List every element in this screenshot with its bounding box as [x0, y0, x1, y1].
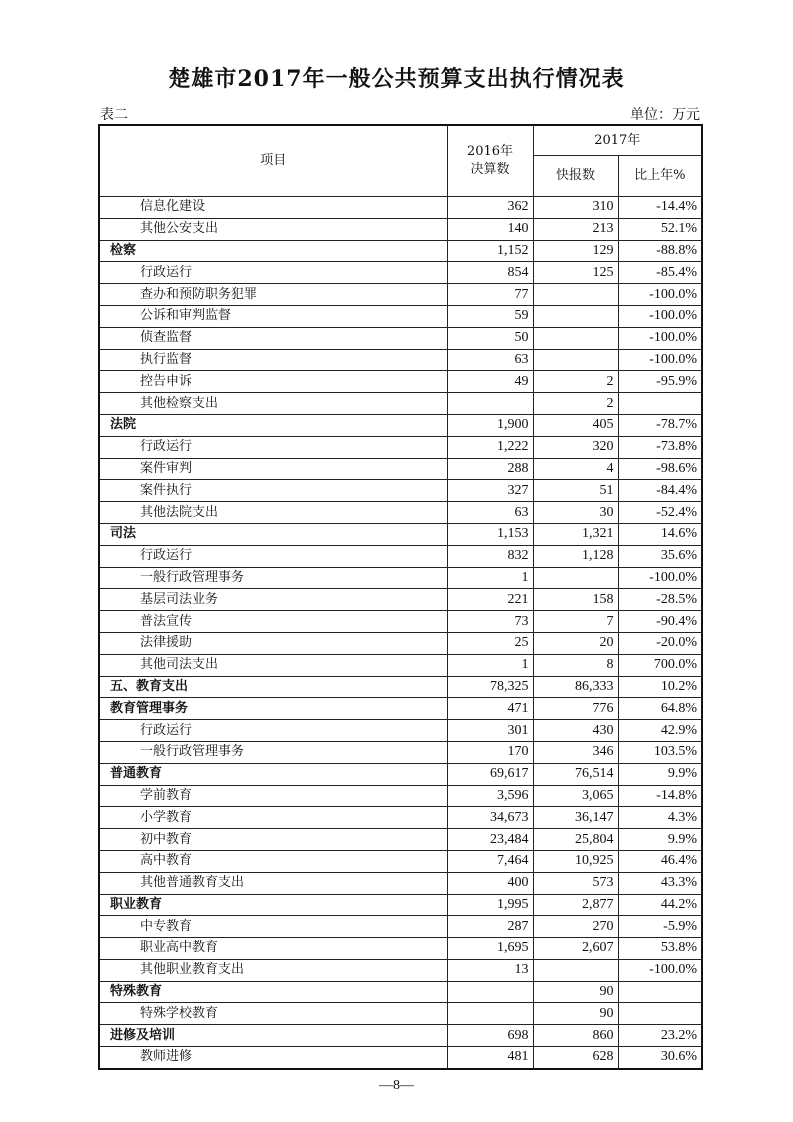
document-title: 楚雄市2017年一般公共预算支出执行情况表 — [168, 66, 625, 92]
row-item-name: 教育管理事务 — [99, 698, 447, 720]
row-final-2016: 63 — [447, 502, 533, 524]
row-item-name: 其他法院支出 — [99, 502, 447, 524]
row-item-name: 进修及培训 — [99, 1025, 447, 1047]
table-row — [99, 414, 702, 436]
row-item-name: 其他公安支出 — [99, 218, 447, 240]
row-item-name: 其他司法支出 — [99, 654, 447, 676]
row-item-name: 特殊教育 — [99, 981, 447, 1003]
row-yoy-percent: -5.9% — [618, 916, 702, 938]
row-yoy-percent — [618, 393, 702, 415]
header-yoy: 比上年% — [618, 156, 702, 197]
row-quick-report-2017: 3,065 — [533, 785, 618, 807]
row-item-name: 小学教育 — [99, 807, 447, 829]
table-row — [99, 393, 702, 415]
row-yoy-percent: 9.9% — [618, 829, 702, 851]
row-quick-report-2017 — [533, 284, 618, 306]
table-row — [99, 218, 702, 240]
row-item-name: 行政运行 — [99, 720, 447, 742]
row-item-name: 执行监督 — [99, 349, 447, 371]
row-final-2016: 49 — [447, 371, 533, 393]
row-item-name: 职业高中教育 — [99, 938, 447, 960]
row-item-name: 其他检察支出 — [99, 393, 447, 415]
row-yoy-percent: -78.7% — [618, 414, 702, 436]
row-quick-report-2017 — [533, 567, 618, 589]
table-row — [99, 807, 702, 829]
row-yoy-percent: -84.4% — [618, 480, 702, 502]
row-final-2016: 77 — [447, 284, 533, 306]
row-yoy-percent: 35.6% — [618, 545, 702, 567]
row-quick-report-2017: 1,321 — [533, 523, 618, 545]
row-final-2016: 34,673 — [447, 807, 533, 829]
table-row — [99, 981, 702, 1003]
row-item-name: 司法 — [99, 523, 447, 545]
row-quick-report-2017: 20 — [533, 632, 618, 654]
row-yoy-percent: 46.4% — [618, 850, 702, 872]
table-row — [99, 567, 702, 589]
table-row — [99, 1025, 702, 1047]
row-item-name: 其他职业教育支出 — [99, 959, 447, 981]
table-row — [99, 240, 702, 262]
row-final-2016: 287 — [447, 916, 533, 938]
row-quick-report-2017: 125 — [533, 262, 618, 284]
row-yoy-percent: -73.8% — [618, 436, 702, 458]
row-final-2016: 1,153 — [447, 523, 533, 545]
row-final-2016: 59 — [447, 305, 533, 327]
row-final-2016: 854 — [447, 262, 533, 284]
table-row — [99, 763, 702, 785]
row-yoy-percent: -28.5% — [618, 589, 702, 611]
row-quick-report-2017: 1,128 — [533, 545, 618, 567]
row-item-name: 公诉和审判监督 — [99, 305, 447, 327]
row-final-2016: 288 — [447, 458, 533, 480]
row-item-name: 行政运行 — [99, 545, 447, 567]
row-quick-report-2017 — [533, 327, 618, 349]
row-final-2016: 221 — [447, 589, 533, 611]
row-final-2016: 23,484 — [447, 829, 533, 851]
table-row — [99, 741, 702, 763]
row-item-name: 案件审判 — [99, 458, 447, 480]
row-yoy-percent — [618, 981, 702, 1003]
row-quick-report-2017: 158 — [533, 589, 618, 611]
table-row — [99, 480, 702, 502]
row-quick-report-2017: 430 — [533, 720, 618, 742]
row-final-2016: 1,995 — [447, 894, 533, 916]
row-quick-report-2017: 573 — [533, 872, 618, 894]
row-final-2016: 63 — [447, 349, 533, 371]
row-item-name: 信息化建设 — [99, 197, 447, 219]
row-quick-report-2017: 346 — [533, 741, 618, 763]
row-quick-report-2017: 76,514 — [533, 763, 618, 785]
row-yoy-percent: 30.6% — [618, 1047, 702, 1069]
table-row — [99, 545, 702, 567]
row-quick-report-2017: 86,333 — [533, 676, 618, 698]
row-quick-report-2017 — [533, 305, 618, 327]
row-yoy-percent: 700.0% — [618, 654, 702, 676]
row-yoy-percent — [618, 1003, 702, 1025]
row-final-2016: 1,900 — [447, 414, 533, 436]
row-quick-report-2017: 860 — [533, 1025, 618, 1047]
row-quick-report-2017: 405 — [533, 414, 618, 436]
row-quick-report-2017: 25,804 — [533, 829, 618, 851]
table-row — [99, 349, 702, 371]
row-yoy-percent: -88.8% — [618, 240, 702, 262]
row-item-name: 控告申诉 — [99, 371, 447, 393]
row-quick-report-2017: 8 — [533, 654, 618, 676]
table-row — [99, 654, 702, 676]
table-row — [99, 720, 702, 742]
row-yoy-percent: 14.6% — [618, 523, 702, 545]
row-yoy-percent: 44.2% — [618, 894, 702, 916]
table-row — [99, 371, 702, 393]
row-yoy-percent: 23.2% — [618, 1025, 702, 1047]
table-row — [99, 284, 702, 306]
row-item-name: 教师进修 — [99, 1047, 447, 1069]
table-row — [99, 611, 702, 633]
row-yoy-percent: 53.8% — [618, 938, 702, 960]
row-quick-report-2017: 2 — [533, 393, 618, 415]
row-item-name: 查办和预防职务犯罪 — [99, 284, 447, 306]
row-final-2016: 400 — [447, 872, 533, 894]
row-item-name: 其他普通教育支出 — [99, 872, 447, 894]
row-quick-report-2017: 2,877 — [533, 894, 618, 916]
row-yoy-percent: -98.6% — [618, 458, 702, 480]
row-quick-report-2017 — [533, 349, 618, 371]
row-quick-report-2017: 36,147 — [533, 807, 618, 829]
row-item-name: 职业教育 — [99, 894, 447, 916]
row-final-2016: 362 — [447, 197, 533, 219]
row-item-name: 普通教育 — [99, 763, 447, 785]
row-item-name: 基层司法业务 — [99, 589, 447, 611]
row-yoy-percent: -90.4% — [618, 611, 702, 633]
row-quick-report-2017: 270 — [533, 916, 618, 938]
row-item-name: 中专教育 — [99, 916, 447, 938]
row-yoy-percent: 10.2% — [618, 676, 702, 698]
row-final-2016 — [447, 981, 533, 1003]
row-item-name: 初中教育 — [99, 829, 447, 851]
row-final-2016: 73 — [447, 611, 533, 633]
table-row — [99, 785, 702, 807]
table-row — [99, 829, 702, 851]
table-row — [99, 262, 702, 284]
row-yoy-percent: 64.8% — [618, 698, 702, 720]
row-final-2016: 471 — [447, 698, 533, 720]
table-row — [99, 894, 702, 916]
row-final-2016 — [447, 1003, 533, 1025]
table-row — [99, 589, 702, 611]
table-row — [99, 938, 702, 960]
table-row — [99, 458, 702, 480]
row-yoy-percent: -100.0% — [618, 327, 702, 349]
row-quick-report-2017: 129 — [533, 240, 618, 262]
row-final-2016: 69,617 — [447, 763, 533, 785]
row-quick-report-2017: 90 — [533, 981, 618, 1003]
row-yoy-percent: -100.0% — [618, 959, 702, 981]
row-final-2016: 327 — [447, 480, 533, 502]
row-item-name: 五、教育支出 — [99, 676, 447, 698]
table-row — [99, 523, 702, 545]
row-quick-report-2017: 213 — [533, 218, 618, 240]
row-item-name: 一般行政管理事务 — [99, 741, 447, 763]
row-item-name: 行政运行 — [99, 436, 447, 458]
page-number: —8— — [379, 1078, 414, 1093]
row-item-name: 高中教育 — [99, 850, 447, 872]
unit-label: 单位：万元 — [630, 107, 700, 123]
row-final-2016: 1 — [447, 654, 533, 676]
row-quick-report-2017: 30 — [533, 502, 618, 524]
table-row — [99, 502, 702, 524]
row-final-2016: 1 — [447, 567, 533, 589]
row-item-name: 案件执行 — [99, 480, 447, 502]
row-quick-report-2017: 4 — [533, 458, 618, 480]
row-item-name: 普法宣传 — [99, 611, 447, 633]
row-item-name: 特殊学校教育 — [99, 1003, 447, 1025]
row-yoy-percent: -100.0% — [618, 284, 702, 306]
table-row — [99, 436, 702, 458]
row-final-2016: 481 — [447, 1047, 533, 1069]
header-quick-report: 快报数 — [533, 156, 618, 197]
row-final-2016 — [447, 393, 533, 415]
row-yoy-percent: 43.3% — [618, 872, 702, 894]
row-yoy-percent: -14.8% — [618, 785, 702, 807]
table-number: 表二 — [100, 107, 128, 123]
row-final-2016: 698 — [447, 1025, 533, 1047]
table-body — [99, 197, 702, 1069]
row-item-name: 学前教育 — [99, 785, 447, 807]
table-header — [99, 125, 702, 197]
row-item-name: 法律援助 — [99, 632, 447, 654]
row-item-name: 行政运行 — [99, 262, 447, 284]
table-row — [99, 698, 702, 720]
row-quick-report-2017: 310 — [533, 197, 618, 219]
row-quick-report-2017: 628 — [533, 1047, 618, 1069]
row-final-2016: 13 — [447, 959, 533, 981]
table-row — [99, 850, 702, 872]
row-yoy-percent: -85.4% — [618, 262, 702, 284]
row-quick-report-2017: 2,607 — [533, 938, 618, 960]
row-final-2016: 1,695 — [447, 938, 533, 960]
row-quick-report-2017 — [533, 959, 618, 981]
table-row — [99, 632, 702, 654]
table-row — [99, 959, 702, 981]
row-final-2016: 3,596 — [447, 785, 533, 807]
budget-table — [98, 124, 703, 1070]
header-year-2017: 2017年 — [533, 125, 702, 156]
row-final-2016: 7,464 — [447, 850, 533, 872]
row-quick-report-2017: 776 — [533, 698, 618, 720]
table-row — [99, 1047, 702, 1069]
table-row — [99, 676, 702, 698]
row-quick-report-2017: 10,925 — [533, 850, 618, 872]
row-final-2016: 78,325 — [447, 676, 533, 698]
row-final-2016: 832 — [447, 545, 533, 567]
header-final-2016-label: 2016年决算数 — [466, 144, 514, 177]
row-yoy-percent: 9.9% — [618, 763, 702, 785]
row-yoy-percent: -14.4% — [618, 197, 702, 219]
table-row — [99, 872, 702, 894]
row-item-name: 侦查监督 — [99, 327, 447, 349]
row-final-2016: 1,222 — [447, 436, 533, 458]
row-yoy-percent: 52.1% — [618, 218, 702, 240]
row-quick-report-2017: 2 — [533, 371, 618, 393]
table-row — [99, 1003, 702, 1025]
table-row — [99, 327, 702, 349]
row-yoy-percent: -52.4% — [618, 502, 702, 524]
row-quick-report-2017: 7 — [533, 611, 618, 633]
row-yoy-percent: -100.0% — [618, 305, 702, 327]
table-row — [99, 305, 702, 327]
row-yoy-percent: -100.0% — [618, 567, 702, 589]
row-yoy-percent: -20.0% — [618, 632, 702, 654]
row-final-2016: 25 — [447, 632, 533, 654]
row-yoy-percent: -100.0% — [618, 349, 702, 371]
row-item-name: 检察 — [99, 240, 447, 262]
table-row — [99, 197, 702, 219]
header-final-2016 — [447, 125, 533, 197]
row-yoy-percent: -95.9% — [618, 371, 702, 393]
row-yoy-percent: 4.3% — [618, 807, 702, 829]
row-quick-report-2017: 320 — [533, 436, 618, 458]
header-item: 项目 — [99, 125, 447, 197]
row-yoy-percent: 42.9% — [618, 720, 702, 742]
row-quick-report-2017: 90 — [533, 1003, 618, 1025]
table-row — [99, 916, 702, 938]
row-final-2016: 140 — [447, 218, 533, 240]
row-final-2016: 170 — [447, 741, 533, 763]
row-final-2016: 1,152 — [447, 240, 533, 262]
row-item-name: 一般行政管理事务 — [99, 567, 447, 589]
row-final-2016: 50 — [447, 327, 533, 349]
row-final-2016: 301 — [447, 720, 533, 742]
row-yoy-percent: 103.5% — [618, 741, 702, 763]
row-quick-report-2017: 51 — [533, 480, 618, 502]
row-item-name: 法院 — [99, 414, 447, 436]
